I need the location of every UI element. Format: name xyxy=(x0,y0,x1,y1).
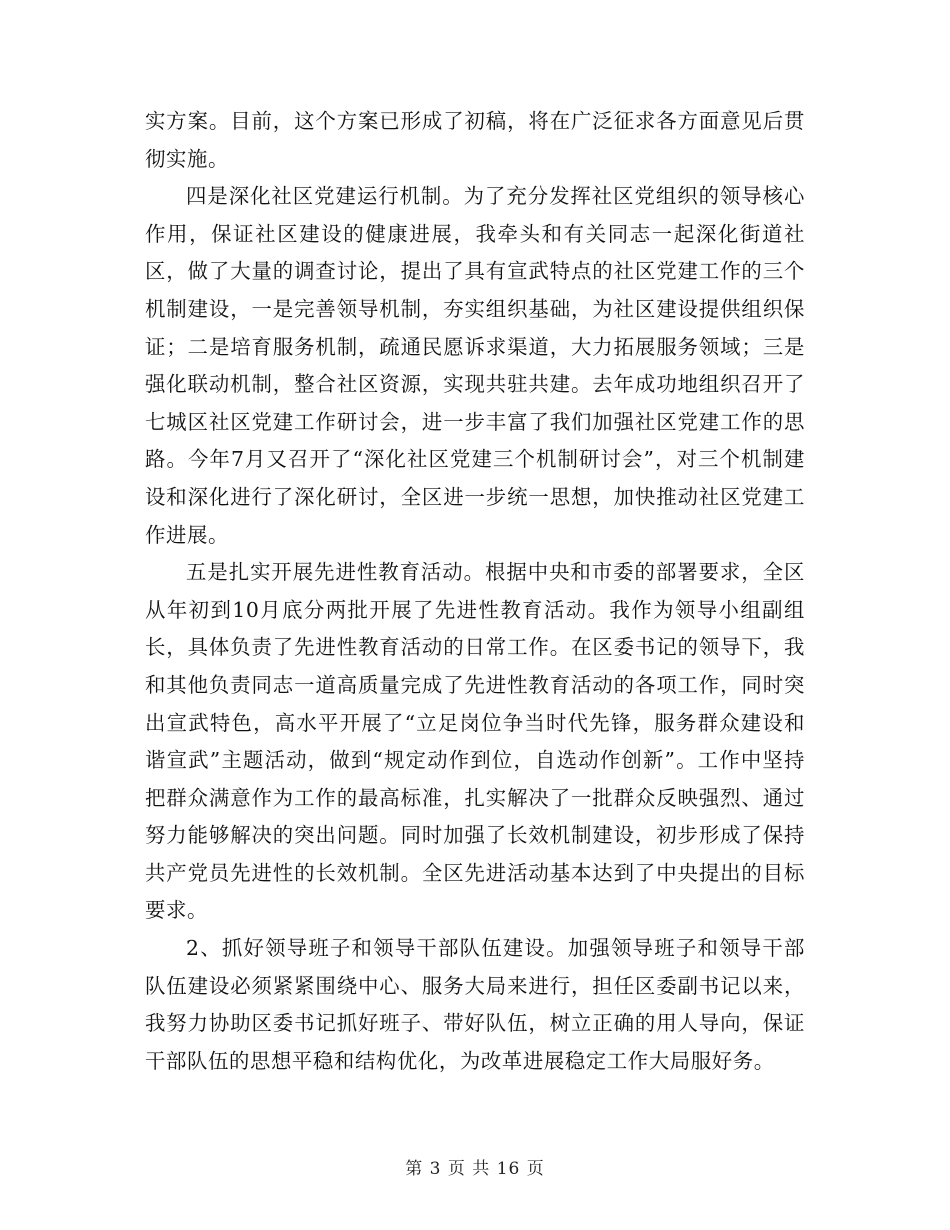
page-number-footer: 第 3 页 共 16 页 xyxy=(405,1159,545,1179)
document-body xyxy=(145,103,805,1080)
paragraph-advanced-education: 五是扎实开展先进性教育活动。根据中央和市委的部署要求，全区从年初到10月底分两批开展了先进性教育活动。我作为领导小组副组长，具体负责了先进性教育活动的日常工作。在区委书记的领导下，我和其他负责同志一道高质量完成了先进性教育活动的各项工作，同时突出宣武特色，高水平开展了“立足岗位争当时代先锋，服务群众建设和谐宣武”主题活动，做到“规定动作到位，自选动作创新”。工作中坚持把群众满意作为工作的最高标准，扎实解决了一批群众反映强烈、通过努力能够解决的突出问题。同时加强了长效机制建设，初步形成了保持共产党员先进性的长效机制。全区先进活动基本达到了中央提出的目标要求。 xyxy=(145,560,805,923)
paragraph-community-party-building: 四是深化社区党建运行机制。为了充分发挥社区党组织的领导核心作用，保证社区建设的健康进展，我牵头和有关同志一起深化街道社区，做了大量的调查讨论，提出了具有宣武特点的社区党建工作的三个机制建设，一是完善领导机制，夯实组织基础，为社区建设提供组织保证；二是培育服务机制，疏通民愿诉求渠道，大力拓展服务领域；三是强化联动机制，整合社区资源，实现共驻共建。去年成功地组织召开了七城区社区党建工作研讨会，进一步丰富了我们加强社区党建工作的思路。今年7月又召开了“深化社区党建三个机制研讨会”，对三个机制建设和深化进行了深化研讨，全区进一步统一思想，加快推动社区党建工作进展。 xyxy=(145,184,805,547)
paragraph-leadership-team: 2、抓好领导班子和领导干部队伍建设。加强领导班子和领导干部队伍建设必须紧紧围绕中心、服务大局来进行，担任区委副书记以来，我努力协助区委书记抓好班子、带好队伍，树立正确的用人导向，保证干部队伍的思想平稳和结构优化，为改革进展稳定工作大局服好务。 xyxy=(145,936,805,1073)
paragraph-continuation: 实方案。目前，这个方案已形成了初稿，将在广泛征求各方面意见后贯彻实施。 xyxy=(145,109,805,171)
